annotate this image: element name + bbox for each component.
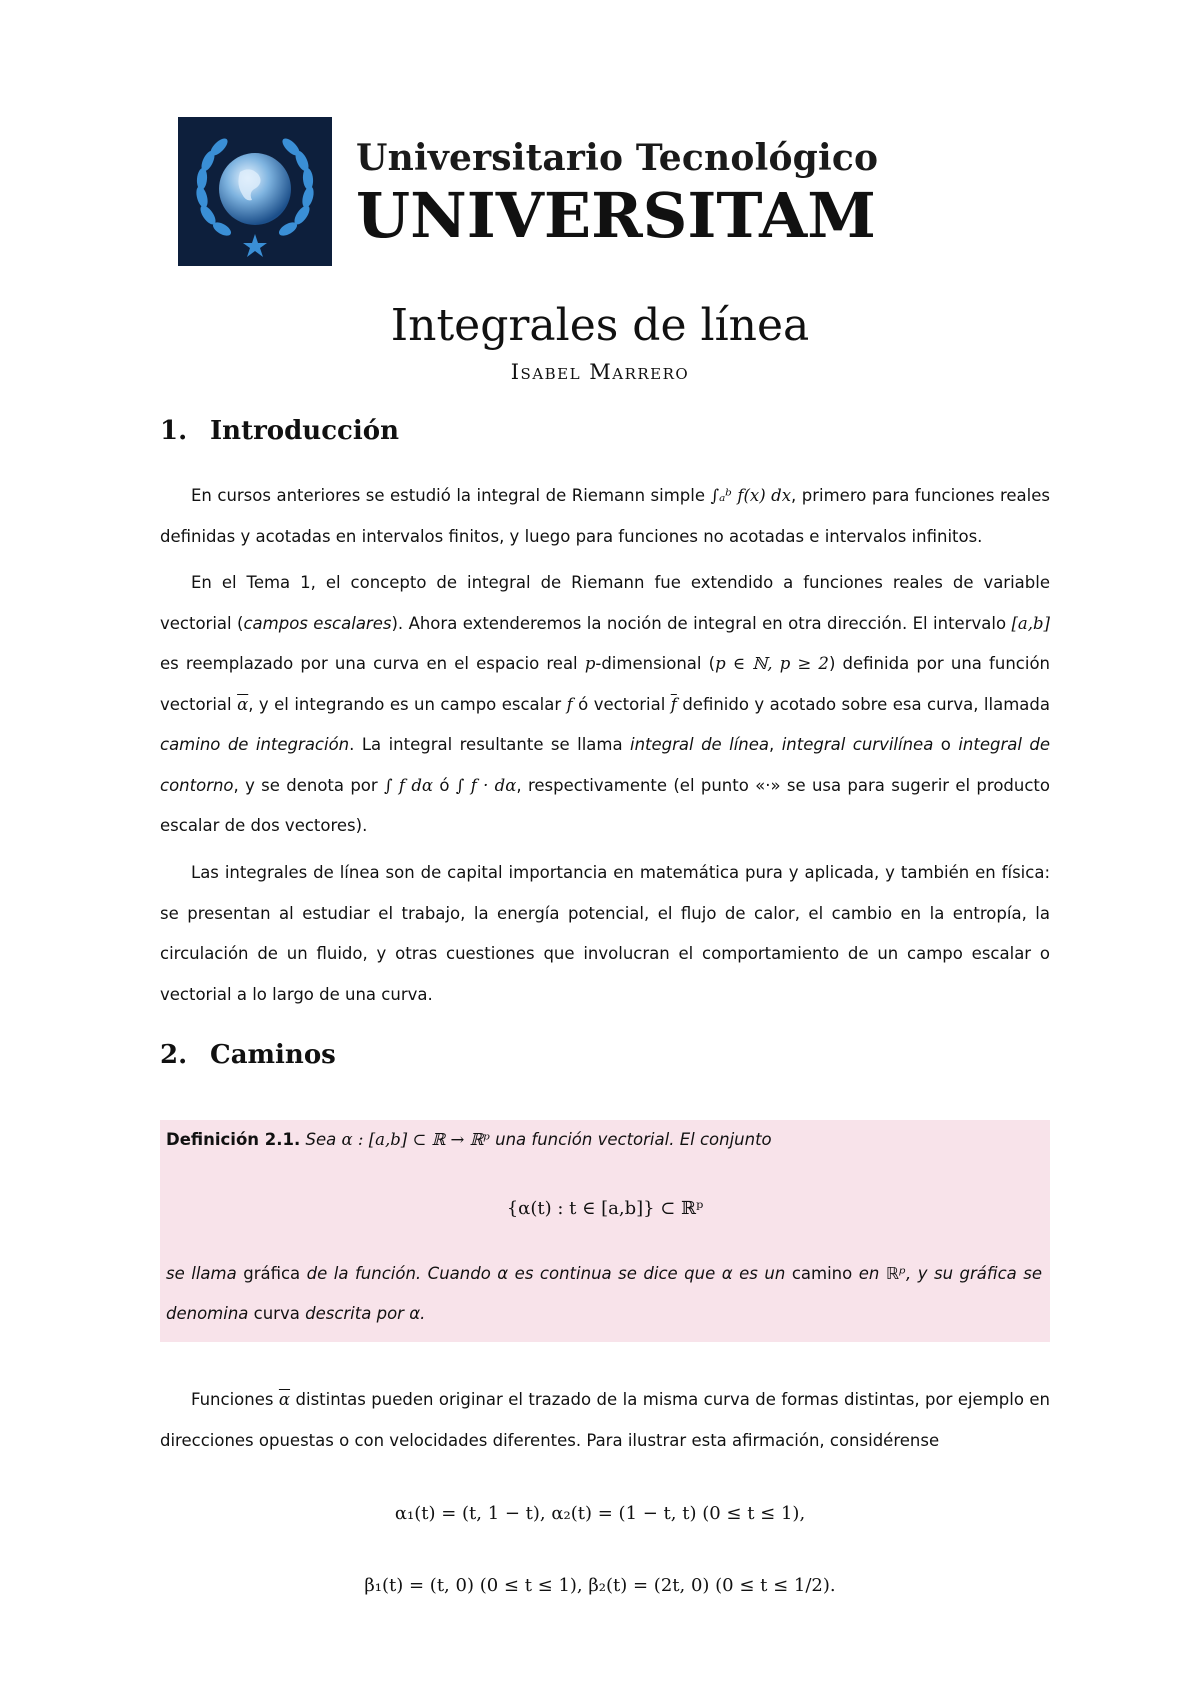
text: , primero para funciones reales definidas y acotadas en intervalos finitos, y luego para funciones no acotadas e intervalos infinitos. (160, 486, 1050, 546)
definition-body (166, 1254, 1042, 1334)
text: -dimensional ( (595, 654, 716, 673)
interval-math: [a,b] (1011, 613, 1050, 633)
paragraph-intro-1 (160, 476, 1050, 557)
vector-f: $\overline{f}$ (670, 694, 677, 714)
author-name: Isabel Marrero (510, 360, 690, 384)
university-logo (178, 117, 332, 266)
section-number: 1. (160, 416, 188, 446)
paragraph-intro-2 (160, 563, 1050, 847)
term-integral-de-contorno: integral de contorno (160, 735, 1050, 795)
text: descrita por α. (299, 1304, 426, 1323)
term-camino: camino (791, 1264, 853, 1283)
term-integral-curvilinea: integral curvilínea (781, 735, 934, 754)
term-curva: curva (253, 1304, 300, 1323)
term-integral-de-linea: integral de línea (630, 735, 770, 754)
equation-alpha: α₁(t) = (t, 1 − t), α₂(t) = (1 − t, t) (0 ≤ t ≤ 1), (394, 1503, 806, 1524)
term-grafica: gráfica (243, 1264, 301, 1283)
text: Sea (305, 1130, 342, 1149)
text: ). Ahora extenderemos la noción de integral en otra dirección. El intervalo (391, 613, 1012, 633)
definition-box (160, 1120, 1050, 1342)
line-integral-scalar: ∫ f dα (384, 775, 434, 795)
logo-wordmark (356, 136, 879, 252)
scalar-f: f (566, 694, 573, 714)
globe-laurel-icon (178, 117, 332, 266)
vector-function-map: α : [a,b] ⊂ ℝ → ℝᵖ (341, 1130, 490, 1149)
section-heading-caminos (160, 1040, 336, 1070)
text: es reemplazado por una curva en el espacio real (160, 654, 585, 673)
text: , (769, 735, 782, 754)
term-campos-escalares: campos escalares (243, 613, 392, 633)
text: En cursos anteriores se estudió la integral de Riemann simple (191, 486, 711, 505)
text: ó (433, 775, 456, 795)
section-title: Introducción (210, 416, 399, 446)
text: . La integral resultante se llama (349, 735, 631, 754)
text: , y se denota por (233, 775, 384, 795)
document-title: Integrales de línea (390, 300, 810, 351)
paragraph-intro-3: Las integrales de línea son de capital importancia en matemática pura y aplicada, y también en física: se presentan al estudiar el trabajo, la energía potencial, el flujo de calor, el cambio en la entropía, la circulación de un fluido, y otras cuestiones que involucran el comportamiento de un campo escalar o vectorial a lo largo de una curva. (160, 863, 1050, 1004)
text: , y el integrando es un campo escalar (248, 694, 567, 714)
definition-label: Definición 2.1. (166, 1130, 301, 1149)
alpha-vector: $\overline{\alpha}$ (278, 1390, 291, 1409)
equation-beta: β₁(t) = (t, 0) (0 ≤ t ≤ 1), β₂(t) = (2t, 0) (0 ≤ t ≤ 1/2). (364, 1575, 836, 1596)
logo-line-1: Universitario Tecnológico (356, 137, 879, 179)
graph-set-formula: {α(t) : t ∈ [a,b]} ⊂ ℝᵖ (506, 1198, 704, 1219)
definition-header (166, 1126, 772, 1154)
text: en ℝᵖ, y su gráfica se denomina (166, 1264, 1042, 1323)
line-integral-vector: ∫ f · dα (455, 775, 517, 795)
condition-math: p ∈ ℕ, p ≥ 2 (715, 654, 829, 673)
text: ) definida por una función vectorial (160, 654, 1050, 714)
text: distintas pueden originar el trazado de la misma curva de formas distintas, por ejemplo en direcciones opuestas o con velocidades diferentes. Para ilustrar esta afirmación, considérense (160, 1390, 1050, 1450)
section-number: 2. (160, 1040, 188, 1070)
text: ó vectorial (572, 694, 671, 714)
text: o (933, 735, 959, 754)
text: definido y acotado sobre esa curva, llamada (676, 694, 1050, 714)
text: se llama (166, 1264, 244, 1283)
text: una función vectorial. El conjunto (489, 1130, 772, 1149)
text: Funciones (191, 1390, 279, 1409)
alpha-vector: $\overline{\alpha}$ (237, 694, 249, 714)
riemann-integral-formula: ∫ₐᵇ f(x) dx (710, 486, 792, 505)
term-camino-de-integracion: camino de integración (160, 735, 350, 754)
section-heading-introduccion (160, 416, 399, 446)
variable-p: p (584, 654, 596, 673)
text: En el Tema 1, el concepto de integral de Riemann fue extendido a funciones reales de variable vectorial ( (160, 573, 1050, 633)
text: de la función. Cuando α es continua se dice que α es un (300, 1264, 792, 1283)
paragraph-caminos-1 (160, 1380, 1050, 1461)
text: , respectivamente (el punto «·» se usa para sugerir el producto escalar de dos vectores). (160, 775, 1050, 835)
section-title: Caminos (210, 1040, 336, 1070)
logo-line-2: UNIVERSITAM (356, 179, 876, 252)
